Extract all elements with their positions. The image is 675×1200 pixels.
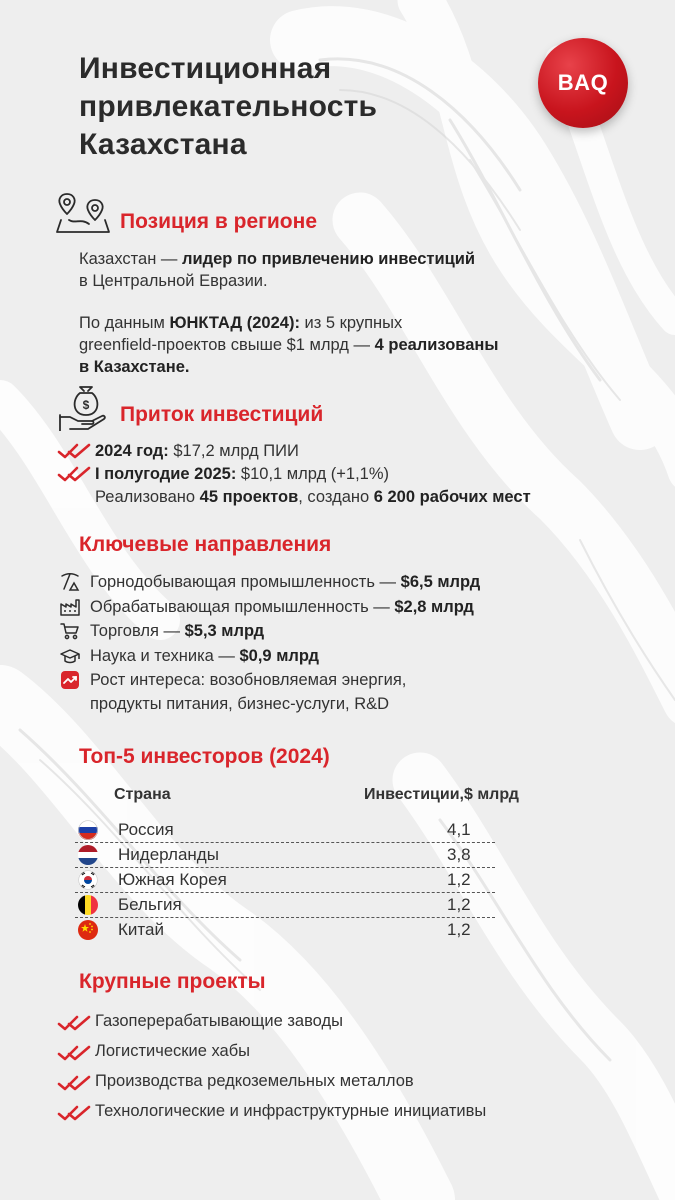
mining-icon [60, 573, 80, 591]
investment-value: 1,2 [447, 920, 471, 939]
region-paragraph-1: Казахстан — лидер по привлечению инвестиций в Центральной Евразии. [79, 250, 476, 290]
china-flag-icon [78, 920, 98, 940]
section-title-inflow: Приток инвестиций [120, 403, 324, 426]
investment-value: 1,2 [447, 870, 471, 889]
table-row [75, 843, 495, 868]
investment-value: 1,2 [447, 895, 471, 914]
country-name: Нидерланды [118, 845, 219, 864]
svg-text:$: $ [82, 398, 90, 412]
money-bag-hand-icon [58, 385, 110, 431]
belgium-flag-icon [78, 895, 98, 915]
list-item: Производства редкоземельных металлов [95, 1070, 486, 1100]
list-item: Горнодобывающая промышленность — $6,5 млрд [60, 570, 480, 595]
check-icon [57, 442, 91, 466]
country-name: Бельгия [118, 895, 182, 914]
investment-value: 3,8 [447, 845, 471, 864]
investors-table [75, 818, 495, 942]
check-icon [57, 1074, 91, 1098]
table-header-country: Страна [114, 786, 171, 803]
check-icon [57, 1044, 91, 1068]
list-item: Логистические хабы [95, 1040, 486, 1070]
check-icon [57, 465, 91, 489]
list-item: Торговля — $5,3 млрд [60, 619, 480, 644]
table-row [75, 868, 495, 893]
directions-list [60, 570, 480, 716]
country-name: Россия [118, 820, 174, 839]
list-item: Технологические и инфраструктурные инициативы [95, 1100, 486, 1130]
list-item: Наука и техника — $0,9 млрд [60, 644, 480, 669]
section-title-projects: Крупные проекты [79, 970, 266, 993]
list-item: Реализовано 45 проектов, создано 6 200 рабочих мест [95, 488, 531, 506]
country-name: Южная Корея [118, 870, 227, 889]
factory-icon [60, 598, 80, 616]
south-korea-flag-icon [78, 870, 98, 890]
investment-value: 4,1 [447, 820, 471, 839]
section-title-investors: Топ-5 инвесторов (2024) [79, 745, 330, 768]
russia-flag-icon [78, 820, 98, 840]
table-header-value: Инвестиции,$ млрд [364, 786, 519, 803]
page-title: Инвестиционная привлекательность Казахстана [79, 52, 378, 161]
table-row [75, 918, 495, 942]
section-title-directions: Ключевые направления [79, 533, 332, 556]
list-item: Рост интереса: возобновляемая энергия, продукты питания, бизнес-услуги, R&D [60, 668, 480, 716]
baq-logo: BAQ [538, 38, 628, 128]
table-row [75, 893, 495, 918]
table-row [75, 818, 495, 843]
netherlands-flag-icon [78, 845, 98, 865]
region-paragraph-2: По данным ЮНКТАД (2024): из 5 крупных greenfield-проектов свыше $1 млрд — 4 реализованы в Казахстане. [79, 314, 499, 376]
list-item: Обрабатывающая промышленность — $2,8 млрд [60, 595, 480, 620]
projects-list [95, 1010, 486, 1130]
check-icon [57, 1104, 91, 1128]
inflow-list [95, 440, 531, 509]
trend-up-icon [60, 671, 80, 689]
map-pins-icon [55, 190, 111, 236]
cart-icon [60, 622, 80, 640]
list-item: Газоперерабатывающие заводы [95, 1010, 486, 1040]
list-item: 2024 год: $17,2 млрд ПИИ [95, 440, 531, 463]
graduation-cap-icon [60, 647, 80, 665]
section-title-region: Позиция в регионе [120, 210, 317, 233]
list-item: I полугодие 2025: $10,1 млрд (+1,1%) [95, 463, 531, 486]
country-name: Китай [118, 920, 164, 939]
check-icon [57, 1014, 91, 1038]
